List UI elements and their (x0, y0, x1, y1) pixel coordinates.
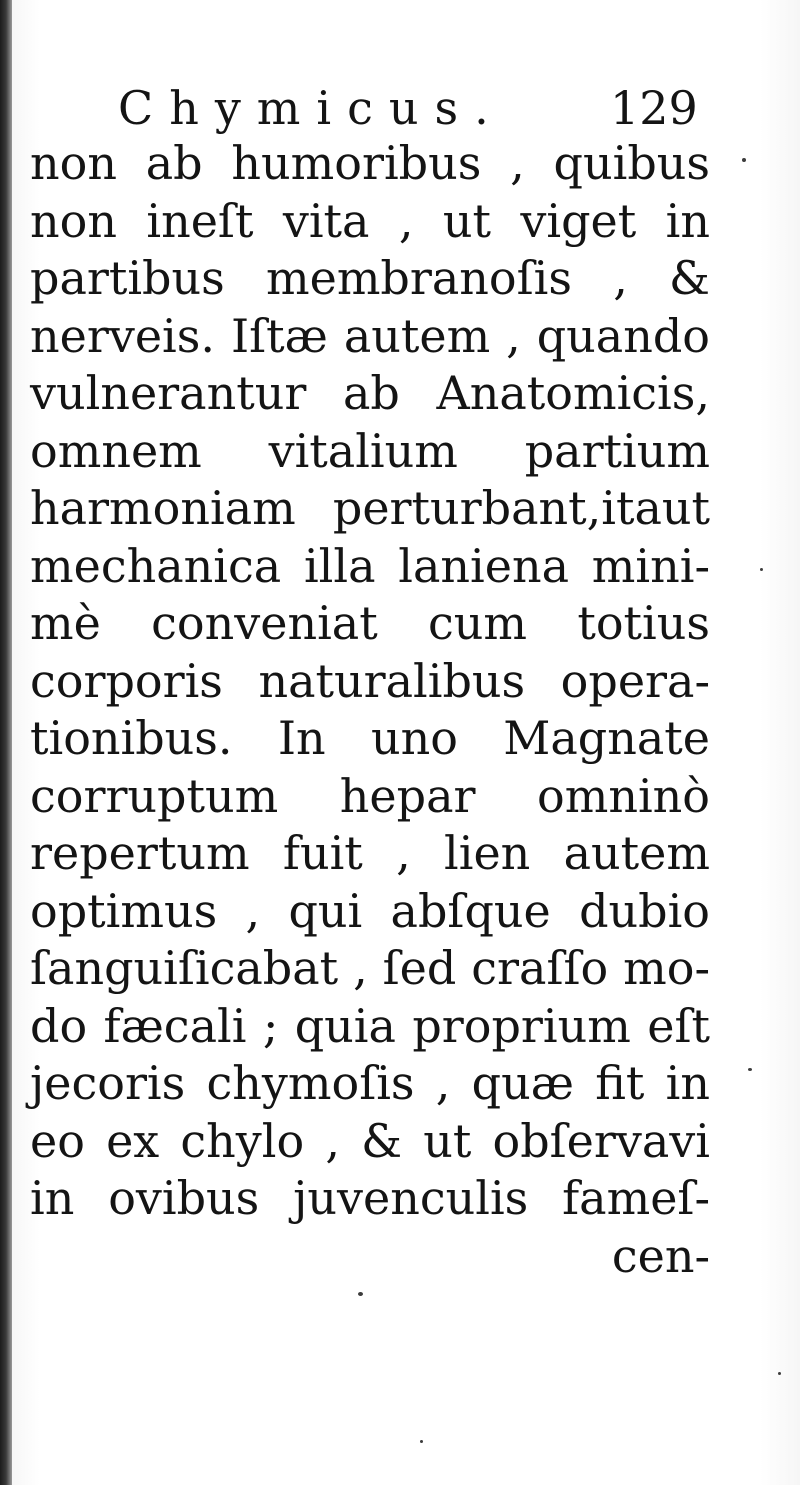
text-line: jecoris chymoſis , quæ fit in (30, 1056, 710, 1110)
text-line: ſanguiſicabat , ſed craſſo mo- (30, 941, 710, 995)
text-line: tionibus. In uno Magnate (30, 711, 710, 765)
page-number: 129 (610, 81, 698, 135)
running-title: Chymicus. (118, 81, 505, 135)
page-gutter-shadow (0, 0, 12, 1485)
ink-speck (358, 1292, 363, 1296)
text-line: do fæcali ; quia proprium eſt (30, 998, 710, 1053)
ink-speck (778, 1372, 781, 1375)
page-header (0, 70, 800, 140)
text-line: non ineſt vita , ut viget in (30, 193, 710, 248)
ink-speck (742, 158, 746, 162)
text-line: eo ex chylo , & ut obſervavi (30, 1113, 710, 1168)
ink-speck (748, 1068, 752, 1071)
ink-speck (420, 1440, 423, 1443)
text-line: in ovibus juvenculis fameſ- (30, 1171, 710, 1225)
catchword: cen- (611, 1228, 710, 1283)
text-line: omnem vitalium partium (30, 423, 710, 478)
text-line: repertum fuit , lien autem (30, 826, 710, 880)
text-line: vulnerantur ab Anatomicis, (30, 366, 710, 420)
text-line: nerveis. Iſtæ autem , quando (30, 308, 710, 363)
text-line: corruptum hepar omninò (30, 768, 710, 823)
text-line: mè conveniat cum totius (30, 596, 710, 650)
ink-speck (760, 568, 763, 571)
text-line: harmoniam perturbant,itaut (30, 481, 710, 535)
text-line: corporis naturalibus opera- (30, 653, 710, 708)
text-line: mechanica illa laniena mini- (30, 538, 710, 593)
text-line: optimus , qui abſque dubio (30, 883, 710, 938)
body-text (30, 135, 710, 1285)
text-line: non ab humoribus , quibus (30, 136, 710, 190)
text-line: partibus membranoſis , & (30, 251, 710, 305)
